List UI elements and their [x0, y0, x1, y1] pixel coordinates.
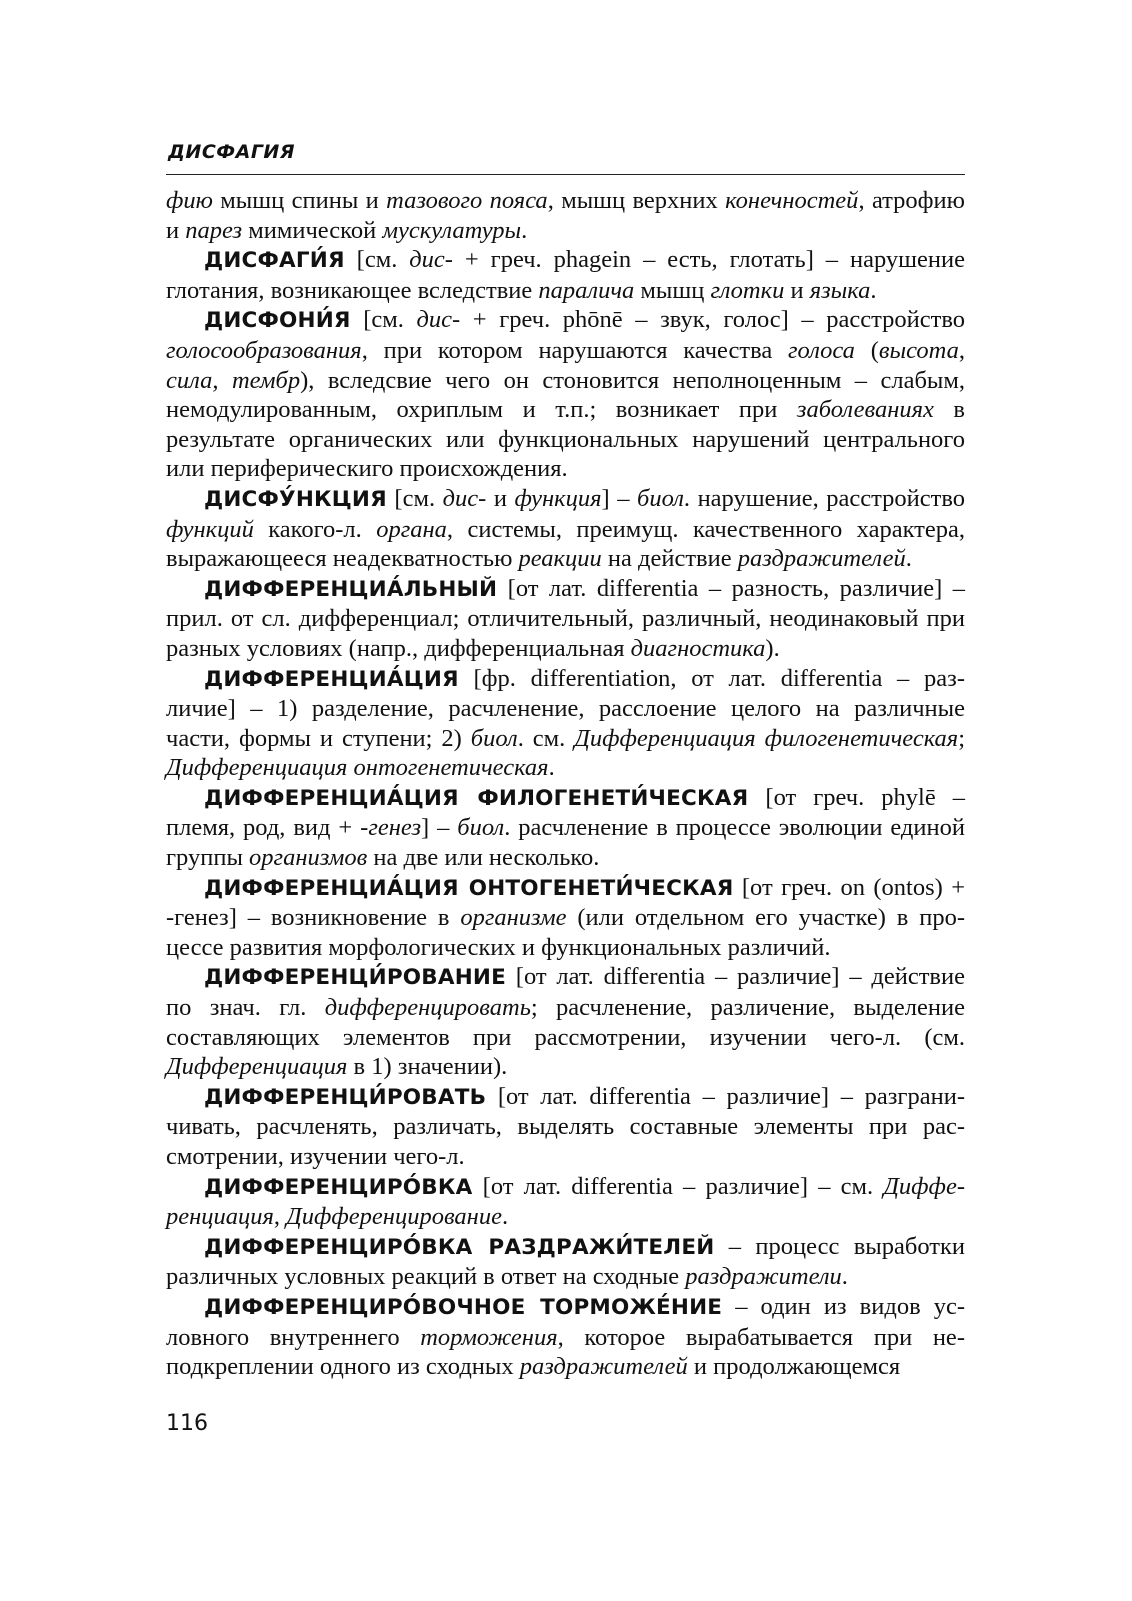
definition-text: .: [870, 276, 877, 304]
definition-text: в результате органических или функциональных нарушений центрального или периферическиго происхождения.: [166, 396, 965, 483]
definition-text: и: [784, 276, 810, 304]
italic-term: Дифференциация: [166, 1053, 348, 1081]
italic-term: Дифференциация филогенетическая: [574, 724, 959, 752]
dictionary-entry: [166, 1292, 965, 1382]
entry-headword: ДИФФЕРЕНЦИРО́ВКА: [204, 1174, 473, 1200]
definition-text: (: [854, 336, 879, 364]
header-rule: [166, 174, 965, 175]
italic-term: глотки: [710, 276, 785, 304]
dictionary-entry: [166, 484, 965, 574]
dictionary-entry: [166, 783, 965, 873]
dictionary-entry: [166, 574, 965, 664]
definition-text: ; расчленение, различение, выделение составляющих элементов при рассмотрении, изучении чего-л. (см.: [166, 994, 965, 1051]
italic-term: диагностика: [630, 634, 766, 662]
definition-text: и: [486, 484, 515, 512]
definition-text: [от лат. differentia – разность, различие] – прил. от сл. дифференциал; отличительный, различный, неодинаковый при разных условиях (напр., дифференциальная: [166, 574, 965, 662]
italic-term: высота: [878, 336, 959, 364]
dictionary-entry: [166, 305, 965, 484]
definition-text: ,: [212, 366, 232, 394]
definition-text: [от лат. differentia – различие] – разграничивать, расчленять, различать, выделять составные элементы при рассмотрении, изучении чего-л.: [166, 1082, 965, 1170]
definition-text: – один из видов условного внутреннего: [166, 1292, 965, 1351]
definition-text: . нарушение, расстройство: [683, 484, 965, 512]
italic-term: паралича: [538, 276, 635, 304]
entry-headword: ДИФФЕРЕНЦИ́РОВАТЬ: [204, 1084, 487, 1110]
definition-text: [см.: [350, 306, 417, 334]
dictionary-entry: [166, 1232, 965, 1292]
entry-headword: ДИФФЕРЕНЦИА́ЦИЯ: [204, 666, 459, 692]
italic-term: торможения: [420, 1323, 558, 1351]
italic-term: функция: [514, 484, 602, 512]
italic-term: дис-: [442, 484, 487, 512]
dictionary-entry: [166, 962, 965, 1081]
dictionary-entry: [166, 245, 965, 305]
definition-text: [от лат. differentia – различие] – см.: [472, 1172, 884, 1200]
entry-headword: ДИСФУ́НКЦИЯ: [204, 486, 387, 512]
definition-text: ] –: [601, 484, 637, 512]
definition-text: ,: [958, 336, 965, 364]
definition-text: – процесс выработки различных условных реакций в ответ на сходные: [166, 1232, 965, 1291]
italic-term: голосообразования: [166, 336, 362, 364]
definition-text: . см.: [517, 724, 575, 752]
entry-headword: ДИФФЕРЕНЦИА́ЦИЯ ОНТОГЕНЕТИ́ЧЕСКАЯ: [204, 875, 734, 901]
definition-text: (или отдельном его участке) в процессе развития морфологических и функциональных различий.: [166, 904, 965, 961]
italic-term: парез: [185, 216, 243, 244]
italic-term: сила: [166, 366, 213, 394]
definition-text: ] –: [421, 814, 458, 842]
definition-text: [фр. differentiation, от лат. differentia – различие] – 1) разделение, расчленение, расслоение целого на различные части, формы и ступени; 2): [166, 664, 965, 752]
definition-text: , атрофию и: [166, 187, 965, 244]
entry-headword: ДИФФЕРЕНЦИРО́ВКА РАЗДРАЖИ́ТЕЛЕЙ: [204, 1234, 715, 1260]
dictionary-entry: [166, 1172, 965, 1232]
entry-headword: ДИСФАГИ́Я: [204, 248, 345, 274]
italic-term: дис-: [416, 306, 461, 334]
italic-term: фию: [166, 187, 213, 214]
definition-text: .: [521, 216, 528, 244]
entry-headword: ДИФФЕРЕНЦИА́ЦИЯ ФИЛОГЕНЕТИ́ЧЕСКАЯ: [204, 785, 749, 811]
italic-term: органа: [376, 515, 447, 543]
italic-term: -генез: [360, 814, 422, 842]
definition-text: , при котором нарушаются качества: [361, 336, 788, 364]
definition-text: , мышц верхних: [547, 187, 726, 214]
definition-text: .: [841, 1263, 848, 1291]
italic-term: голоса: [788, 336, 855, 364]
entry-headword: ДИСФОНИ́Я: [204, 308, 351, 334]
dictionary-entry: [166, 664, 965, 783]
definition-text: .: [905, 545, 912, 573]
definition-text: на действие: [601, 545, 738, 573]
continued-entry-text: [166, 186, 965, 245]
definition-text: мышц: [634, 276, 711, 304]
italic-term: Дифференциация онтогенетическая: [166, 754, 549, 782]
italic-term: раздражителей: [737, 545, 906, 573]
definition-text: [от греч. phylē – племя, род, вид +: [166, 783, 965, 842]
definition-text: ), вследсвие чего он стоновится неполноценным – слабым, немодулированным, охриплым и т.п.; возникает при: [166, 366, 966, 424]
dictionary-entry: [166, 1082, 965, 1172]
italic-term: раздражители: [685, 1263, 842, 1291]
italic-term: Дифференцирование: [286, 1203, 502, 1231]
italic-term: биол: [470, 724, 518, 752]
dictionary-body: [166, 186, 965, 1382]
italic-term: раздражителей: [519, 1353, 688, 1381]
definition-text: [см.: [386, 484, 443, 512]
definition-text: . расчленение в процессе эволюции единой группы: [166, 814, 965, 872]
definition-text: и продолжающемся: [687, 1353, 901, 1381]
italic-term: биол: [457, 814, 505, 842]
definition-text: мышц спины и: [212, 187, 387, 214]
definition-text: в 1) значении).: [347, 1053, 508, 1081]
definition-text: .: [548, 754, 555, 782]
definition-text: [от лат. differentia – различие] – действие по знач. гл.: [166, 963, 965, 1022]
italic-term: тембр: [231, 366, 301, 394]
definition-text: на две или несколько.: [367, 844, 600, 872]
page-number: 116: [166, 1411, 208, 1436]
definition-text: .: [501, 1203, 509, 1231]
entry-headword: ДИФФЕРЕНЦИА́ЛЬНЫЙ: [204, 576, 498, 602]
running-head: ДИСФАГИЯ: [168, 141, 295, 163]
italic-term: тазового пояса: [386, 187, 548, 214]
definition-text: + греч. phōnē – звук, голос] – расстройство: [460, 306, 965, 334]
definition-text: [см.: [344, 246, 410, 274]
entry-list: [166, 245, 965, 1382]
definition-text: мимической: [242, 216, 383, 244]
italic-term: дис-: [409, 246, 453, 274]
dictionary-entry: [166, 873, 965, 963]
italic-term: конечностей: [725, 187, 859, 214]
italic-term: организмов: [249, 844, 368, 872]
definition-text: ;: [958, 724, 965, 752]
entry-headword: ДИФФЕРЕНЦИРО́ВОЧНОЕ ТОРМОЖЕ́НИЕ: [204, 1294, 723, 1320]
definition-text: какого-л.: [253, 515, 377, 543]
definition-text: ,: [273, 1203, 287, 1231]
italic-term: мускулатуры: [382, 216, 522, 244]
italic-term: языка: [809, 276, 871, 304]
entry-headword: ДИФФЕРЕНЦИ́РОВАНИЕ: [204, 965, 506, 991]
italic-term: функций: [166, 515, 254, 543]
italic-term: заболеваниях: [796, 396, 934, 424]
italic-term: организме: [460, 904, 567, 932]
italic-term: Дифференциация: [166, 1172, 965, 1231]
definition-text: [от греч. on (ontos) + -генез] – возникновение в: [166, 873, 966, 932]
definition-text: ).: [765, 634, 780, 662]
definition-text: + греч. phagein – есть, глотать] – нарушение глотания, возникающее вследствие: [166, 246, 965, 304]
italic-term: биол: [637, 484, 684, 512]
definition-text: , системы, преимущ. качественного характера, выражающееся неадекватностью: [166, 515, 965, 573]
definition-text: , которое вырабатывается при неподкреплении одного из сходных: [166, 1323, 965, 1381]
italic-term: реакции: [518, 545, 602, 573]
italic-term: дифференцировать: [324, 994, 531, 1022]
